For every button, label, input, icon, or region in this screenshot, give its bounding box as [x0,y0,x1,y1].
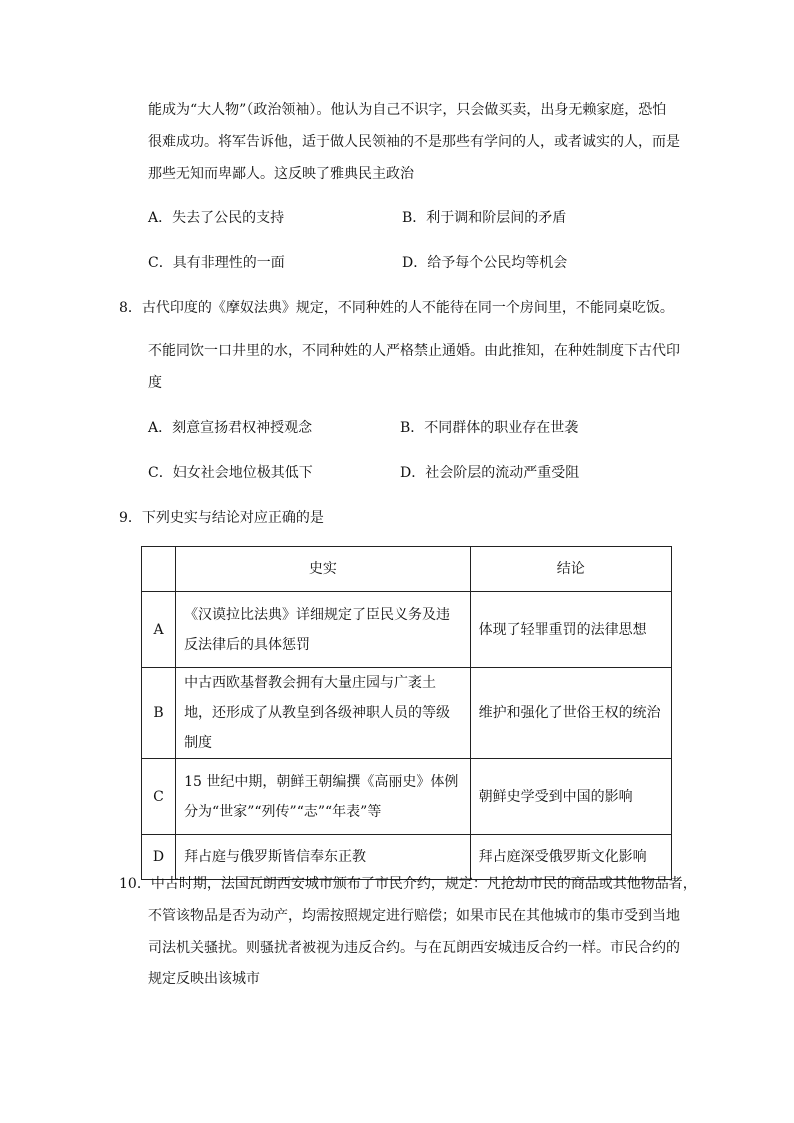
q7-option-c[interactable]: C．具有非理性的一面 [148,255,285,271]
q8-option-b[interactable]: B．不同群体的职业存在世袭 [400,420,579,436]
q9-stem: 9．下列史实与结论对应正确的是 [119,510,324,526]
row-conclusion: 拜占庭深受俄罗斯文化影响 [470,835,671,880]
q7-line-1: 能成为“大人物”（政治领袖）。他认为自己不识字，只会做买卖，出身无赖家庭，恐怕 [148,102,667,118]
q7-option-d[interactable]: D．给予每个公民均等机会 [402,255,568,271]
q8-line-2: 不能同饮一口井里的水，不同种姓的人严格禁止通婚。由此推知，在种姓制度下古代印 [148,343,680,359]
row-fact: 中古西欧基督教会拥有大量庄园与广袤土地，还形成了从教皇到各级神职人员的等级制度 [176,668,471,759]
q7-option-b[interactable]: B．利于调和阶层间的矛盾 [402,210,567,226]
q8-line-3: 度 [148,375,162,391]
table-row[interactable] [142,592,672,668]
q9-table-header-row [142,547,672,592]
q8-option-d[interactable]: D．社会阶层的流动严重受阻 [400,465,580,481]
q9-header-blank [142,547,176,592]
row-label: D [142,835,176,880]
table-row[interactable] [142,759,672,835]
row-fact: 15 世纪中期，朝鲜王朝编撰《高丽史》体例分为“世家”“列传”“志”“年表”等 [176,759,471,835]
row-label: A [142,592,176,668]
q10-line-4: 规定反映出该城市 [148,971,260,987]
q10-line-1: 10．中古时期，法国瓦朗西安城市颁布了市民介约，规定：凡抢劫市民的商品或其他物品者， [119,876,697,892]
row-conclusion: 维护和强化了世俗王权的统治 [470,668,671,759]
q8-option-a[interactable]: A．刻意宣扬君权神授观念 [148,420,313,436]
row-fact: 《汉谟拉比法典》详细规定了臣民义务及违反法律后的具体惩罚 [176,592,471,668]
q7-option-a[interactable]: A．失去了公民的支持 [148,210,285,226]
q10-line-2: 不管该物品是否为动产，均需按照规定进行赔偿；如果市民在其他城市的集市受到当地 [148,908,680,924]
q9-table [141,546,672,880]
row-label: C [142,759,176,835]
table-row[interactable] [142,668,672,759]
q7-line-2: 很难成功。将军告诉他，适于做人民领袖的不是那些有学问的人，或者诚实的人，而是 [148,134,680,150]
q9-header-fact: 史实 [176,547,471,592]
row-conclusion: 朝鲜史学受到中国的影响 [470,759,671,835]
row-label: B [142,668,176,759]
row-fact: 拜占庭与俄罗斯皆信奉东正教 [176,835,471,880]
table-row[interactable] [142,835,672,880]
q8-line-1: 8．古代印度的《摩奴法典》规定，不同种姓的人不能待在同一个房间里，不能同桌吃饭。 [119,300,674,316]
q9-header-conclusion: 结论 [470,547,671,592]
q8-option-c[interactable]: C．妇女社会地位极其低下 [148,465,313,481]
q10-line-3: 司法机关骚扰。则骚扰者被视为违反合约。与在瓦朗西安城违反合约一样。市民合约的 [148,940,680,956]
row-conclusion: 体现了轻罪重罚的法律思想 [470,592,671,668]
q7-line-3: 那些无知而卑鄙人。这反映了雅典民主政治 [148,166,414,182]
